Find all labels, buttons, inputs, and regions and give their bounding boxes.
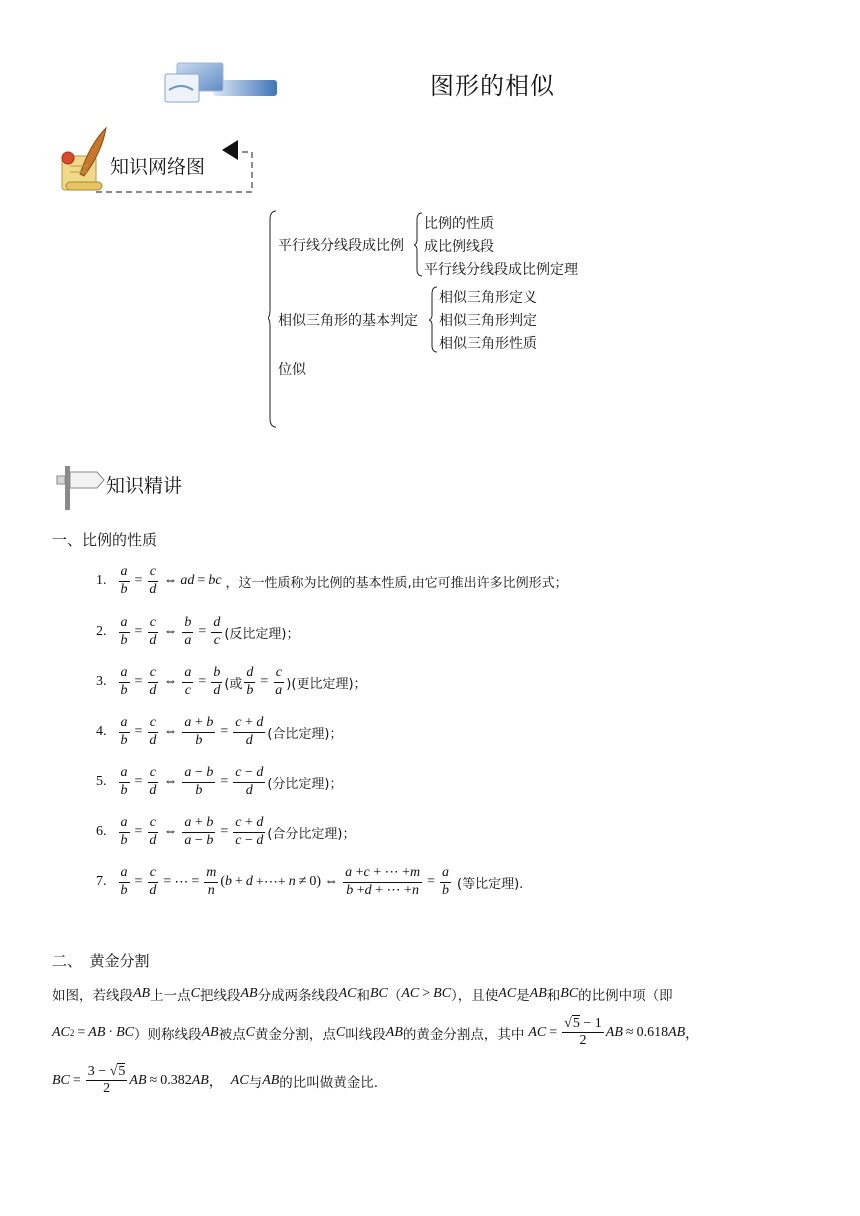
tree-branch-parallel: 平行线分线段成比例: [278, 238, 404, 254]
page-title: 图形的相似: [430, 72, 555, 100]
scroll-quill-icon: [62, 128, 106, 190]
formula-row-2: 2. $\frac{a}{b}$ = $\frac{c}{d}$ ⇔ $\frac{b}{a}$ = $\frac{d}{c}$ (反比定理)；: [96, 615, 300, 648]
signpost-icon: [55, 462, 105, 510]
heading-proportion: 一、比例的性质: [52, 531, 158, 549]
tree-brace-parallel: [414, 212, 424, 278]
golden-line-1: 如图，若线段 AB 上一点 C 把线段 AB 分成两条线段 AC 和 BC （ AC > BC ），且使 AC 是 AB 和 BC 的比例中项（即: [52, 986, 673, 1004]
tree-branch-homothety: 位似: [278, 362, 306, 378]
formula-row-3: 3. $\frac{a}{b}$ = $\frac{c}{d}$ ⇔ $\frac{a}{c}$ = $\frac{b}{d}$ (或 $\frac{d}{b}$ = $\frac{c}{a}$ )(更比定理)；: [96, 665, 367, 698]
formula-row-5: 5. $\frac{a}{b}$ = $\frac{c}{d}$ ⇔ $\frac{a - b}{b}$ = $\frac{c - d}{d}$ (分比定理)；: [96, 765, 343, 798]
tree-leaf: 相似三角形定义: [439, 290, 537, 306]
formula-row-1: 1. $\frac{a}{b}$ = $\frac{c}{d}$ ⇔ ad = bc ，这一性质称为比例的基本性质,由它可推出许多比例形式；: [96, 564, 568, 597]
tree-leaf: 相似三角形判定: [439, 313, 537, 329]
tree-main-brace: [268, 210, 278, 430]
golden-line-3: BC = $\frac{3 - √5}{2}$ AB ≈ 0.382 AB ， AC 与 AB 的比叫做黄金比.: [52, 1064, 379, 1097]
header-logo: [163, 60, 278, 105]
tree-leaf: 成比例线段: [424, 239, 494, 255]
formula-row-7: 7. $\frac{a}{b}$ = $\frac{c}{d}$ = ⋯ = $\frac{m}{n}$ ( b + d +⋯+ n ≠ 0) ⇔ $\frac{a +c + \cdots +m}{b +d + \cdots +n}$ = $\frac{a}{b}$ (等比定理).: [96, 865, 524, 898]
tree-leaf: 比例的性质: [424, 216, 494, 232]
formula-row-6: 6. $\frac{a}{b}$ = $\frac{c}{d}$ ⇔ $\frac{a + b}{a - b}$ = $\frac{c + d}{c - d}$ (合分比定理)；: [96, 815, 356, 848]
tree-brace-similar: [429, 286, 439, 354]
heading-golden: 二、 黄金分割: [52, 952, 150, 970]
section-title-lecture: 知识精讲: [106, 475, 183, 497]
tree-leaf: 相似三角形性质: [439, 336, 537, 352]
section-title-network: 知识网络图: [110, 156, 206, 178]
tree-branch-similar: 相似三角形的基本判定: [278, 313, 418, 329]
tree-leaf: 平行线分线段成比例定理: [424, 262, 578, 278]
formula-row-4: 4. $\frac{a}{b}$ = $\frac{c}{d}$ ⇔ $\frac{a + b}{b}$ = $\frac{c + d}{d}$ (合比定理)；: [96, 715, 343, 748]
golden-line-2: AC 2 = AB · BC ）则称线段 AB 被点 C 黄金分割，点 C 叫线段 AB 的黄金分割点，其中 AC = $\frac{√5 - 1}{2}$ AB ≈ 0.618 AB ，: [52, 1016, 700, 1049]
